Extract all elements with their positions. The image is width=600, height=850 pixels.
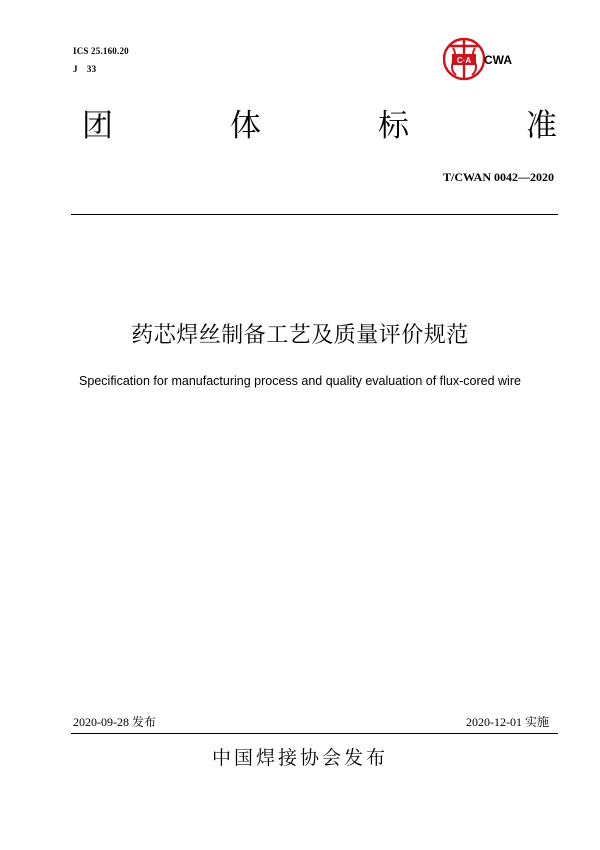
ccs-code: J 33 <box>73 64 97 74</box>
ics-code: ICS 25.160.20 <box>73 46 129 56</box>
top-divider <box>71 214 558 215</box>
chinese-title: 药芯焊丝制备工艺及质量评价规范 <box>131 323 469 348</box>
standard-type-heading <box>82 106 557 150</box>
standard-type-char: 准 <box>526 108 557 144</box>
publish-date: 2020-09-28 发布 <box>73 715 156 729</box>
cwa-emblem-letters: C·A <box>456 56 472 65</box>
logo-text: CWA <box>484 53 512 67</box>
english-title: Specification for manufacturing process and quality evaluation of flux-cored wire <box>79 374 521 388</box>
standard-number: T/CWAN 0042—2020 <box>442 170 554 184</box>
standard-type-char: 团 <box>82 108 113 144</box>
bottom-divider <box>71 733 558 734</box>
implementation-date: 2020-12-01 实施 <box>466 715 549 729</box>
standard-type-char: 标 <box>378 108 409 144</box>
publisher: 中国焊接协会发布 <box>211 747 388 769</box>
standard-type-char: 体 <box>230 108 261 144</box>
